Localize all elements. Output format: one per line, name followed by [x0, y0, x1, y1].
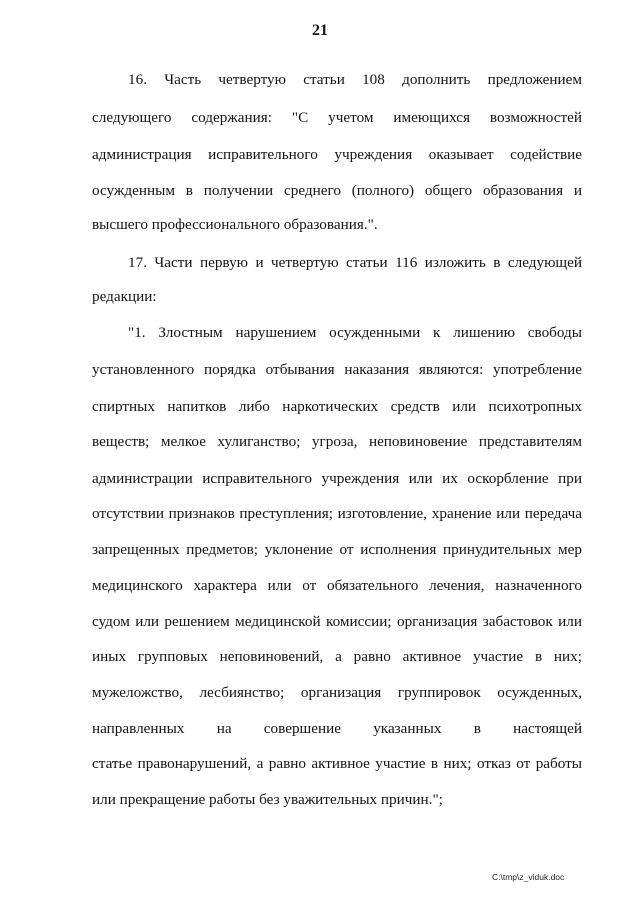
text-line: запрещенных предметов; уклонение от исполнения принудительных мер [92, 541, 582, 558]
text-line: веществ; мелкое хулиганство; угроза, неповиновение представителям [92, 433, 582, 450]
text-line: следующего содержания: "С учетом имеющихся возможностей [92, 109, 582, 126]
text-line: судом или решением медицинской комиссии; организация забастовок или [92, 613, 582, 630]
page-number: 21 [312, 22, 328, 39]
text-line: отсутствии признаков преступления; изготовление, хранение или передача [92, 505, 582, 522]
text-line: высшего профессионального образования.". [92, 216, 378, 233]
text-line: или прекращение работы без уважительных причин."; [92, 791, 443, 808]
text-line: спиртных напитков либо наркотических средств или психотропных [92, 398, 582, 415]
text-line: редакции: [92, 288, 157, 305]
text-line: установленного порядка отбывания наказания являются: употребление [92, 361, 582, 378]
text-line: администрации исправительного учреждения или их оскорбление при [92, 470, 582, 487]
text-line: осужденным в получении среднего (полного) общего образования и [92, 182, 582, 199]
text-line: 17. Части первую и четвертую статьи 116 изложить в следующей [128, 254, 582, 271]
text-line: направленных на совершение указанных в настоящей [92, 720, 582, 737]
text-line: медицинского характера или от обязательного лечения, назначенного [92, 577, 582, 594]
text-line: статье правонарушений, а равно активное участие в них; отказ от работы [92, 755, 582, 772]
text-line: "1. Злостным нарушением осужденными к лишению свободы [128, 324, 582, 341]
text-line: мужеложство, лесбиянство; организация группировок осужденных, [92, 684, 582, 701]
text-line: 16. Часть четвертую статьи 108 дополнить предложением [128, 71, 582, 88]
text-line: иных групповых неповиновений, а равно активное участие в них; [92, 648, 582, 665]
text-line: администрация исправительного учреждения оказывает содействие [92, 146, 582, 163]
footer-file-path: C:\tmp\z_viduk.doc [492, 872, 565, 882]
